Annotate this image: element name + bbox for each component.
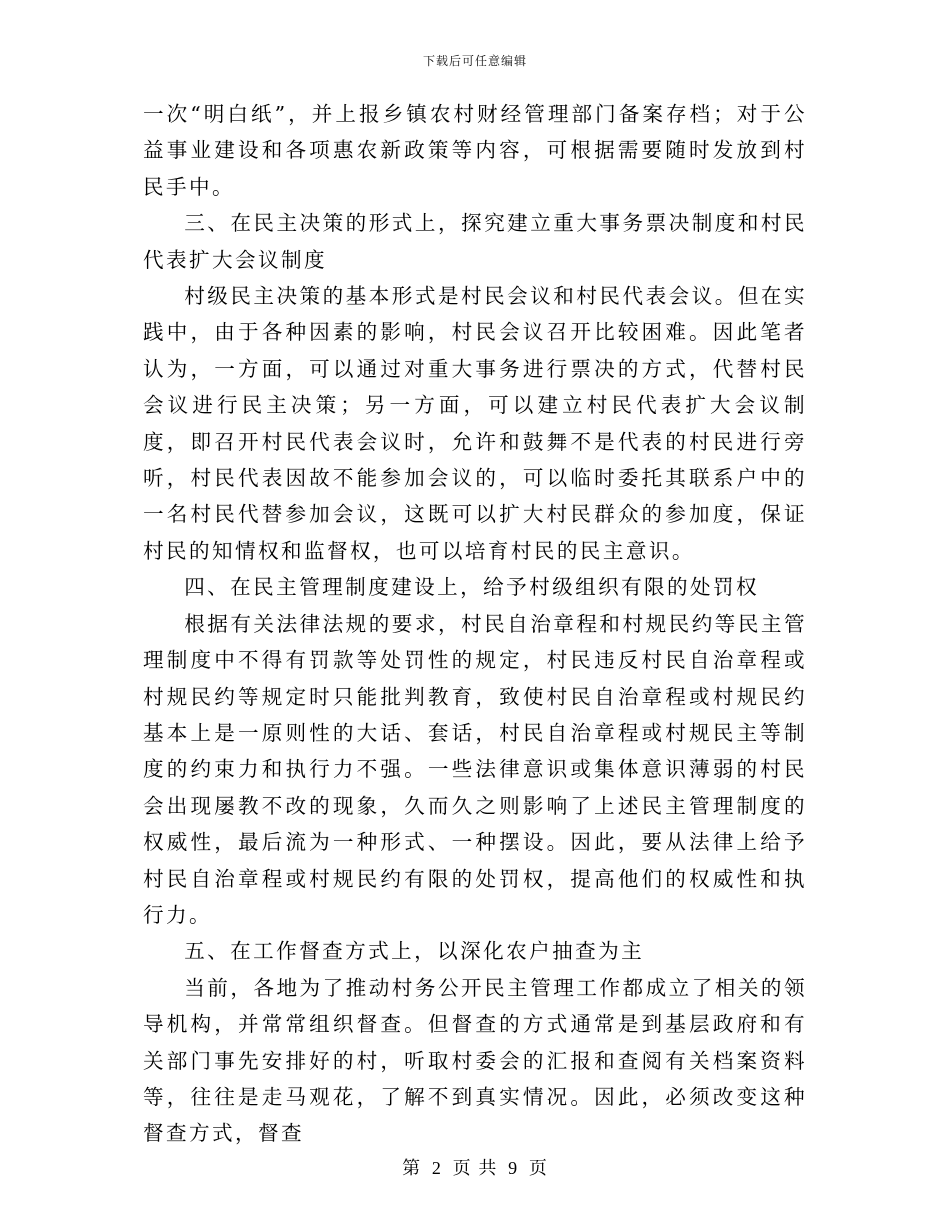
section-heading-3: 三、在民主决策的形式上，探究建立重大事务票决制度和村民代表扩大会议制度 <box>143 211 807 272</box>
paragraph-7: 当前，各地为了推动村务公开民主管理工作都成立了相关的领导机构，并常常组织督查。但督查的方式通常是到基层政府和有关部门事先安排好的村，听取村委会的汇报和查阅有关档案资料等，往往是走马观花，了解不到真实情况。因此，必须改变这种督查方式，督查 <box>143 975 807 1146</box>
footer-page-number: 2 <box>431 1158 442 1178</box>
page-footer <box>0 1154 950 1180</box>
footer-total-pages: 9 <box>508 1158 519 1178</box>
page-header: 下载后可任意编辑 <box>422 54 527 68</box>
paragraph-5: 根据有关法律法规的要求，村民自治章程和村规民约等民主管理制度中不得有罚款等处罚性的规定，村民违反村民自治章程或村规民约等规定时只能批判教育，致使村民自治章程或村规民约基本上是一原则性的大话、套话，村民自治章程或村规民主等制度的约束力和执行力不强。一些法律意识或集体意识薄弱的村民会出现屡教不改的现象，久而久之则影响了上述民主管理制度的权威性，最后流为一种形式、一种摆设。因此，要从法律上给予村民自治章程或村规民约有限的处罚权，提高他们的权威性和执行力。 <box>143 611 807 927</box>
section-heading-4: 四、在民主管理制度建设上，给予村级组织有限的处罚权 <box>184 575 760 600</box>
section-heading-5: 五、在工作督查方式上，以深化农户抽查为主 <box>184 939 645 964</box>
paragraph-1: 一次“明白纸”，并上报乡镇农村财经管理部门备案存档；对于公益事业建设和各项惠农新政策等内容，可根据需要随时发放到村民手中。 <box>143 102 807 199</box>
paragraph-3: 村级民主决策的基本形式是村民会议和村民代表会议。但在实践中，由于各种因素的影响，村民会议召开比较困难。因此笔者认为，一方面，可以通过对重大事务进行票决的方式，代替村民会议进行民主决策；另一方面，可以建立村民代表扩大会议制度，即召开村民代表会议时，允许和鼓舞不是代表的村民进行旁听，村民代表因故不能参加会议的，可以临时委托其联系户中的一名村民代替参加会议，这既可以扩大村民群众的参加度，保证村民的知情权和监督权，也可以培育村民的民主意识。 <box>143 284 807 563</box>
document-body <box>143 96 807 1152</box>
footer-middle: 页 共 <box>452 1158 498 1179</box>
footer-suffix: 页 <box>528 1158 548 1179</box>
footer-prefix: 第 <box>402 1158 422 1179</box>
